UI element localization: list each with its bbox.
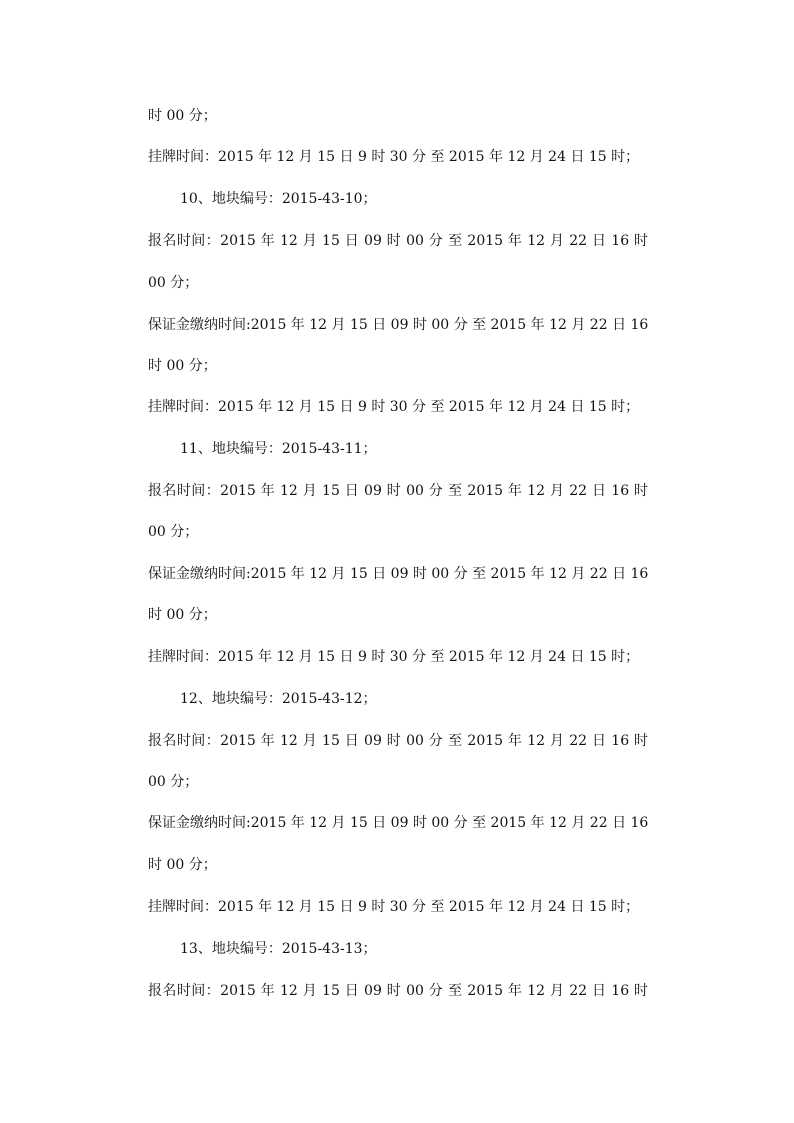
text-line-12: 保证金缴纳时间:2015 年 12 月 15 日 09 时 00 分 至 2015 年 12 月 22 日 16 — [148, 566, 649, 582]
text-line-20: 挂牌时间：2015 年 12 月 15 日 9 时 30 分 至 2015 年 12 月 24 日 15 时； — [148, 899, 640, 915]
text-line-16: 报名时间：2015 年 12 月 15 日 09 时 00 分 至 2015 年 12 月 22 日 16 时 — [148, 733, 648, 749]
text-line-10: 报名时间：2015 年 12 月 15 日 09 时 00 分 至 2015 年 12 月 22 日 16 时 — [148, 483, 648, 499]
text-line-18: 保证金缴纳时间:2015 年 12 月 15 日 09 时 00 分 至 2015 年 12 月 22 日 16 — [148, 815, 649, 831]
text-line-11: 00 分； — [148, 524, 199, 540]
text-line-22: 报名时间：2015 年 12 月 15 日 09 时 00 分 至 2015 年 12 月 22 日 16 时 — [148, 983, 648, 999]
text-line-1: 时 00 分； — [148, 108, 217, 124]
text-line-17: 00 分； — [148, 774, 199, 790]
parcel-heading-11: 11、地块编号：2015-43-11； — [180, 441, 377, 457]
text-line-14: 挂牌时间：2015 年 12 月 15 日 9 时 30 分 至 2015 年 12 月 24 日 15 时； — [148, 649, 640, 665]
text-line-19: 时 00 分； — [148, 857, 217, 873]
text-line-5: 00 分； — [148, 275, 199, 291]
parcel-heading-12: 12、地块编号：2015-43-12； — [180, 691, 377, 707]
parcel-heading-10: 10、地块编号：2015-43-10； — [180, 191, 377, 207]
text-line-8: 挂牌时间：2015 年 12 月 15 日 9 时 30 分 至 2015 年 12 月 24 日 15 时； — [148, 399, 640, 415]
text-line-4: 报名时间：2015 年 12 月 15 日 09 时 00 分 至 2015 年 12 月 22 日 16 时 — [148, 233, 648, 249]
text-line-7: 时 00 分； — [148, 358, 217, 374]
text-line-2: 挂牌时间：2015 年 12 月 15 日 9 时 30 分 至 2015 年 12 月 24 日 15 时； — [148, 149, 640, 165]
parcel-heading-13: 13、地块编号：2015-43-13； — [180, 941, 377, 957]
text-line-6: 保证金缴纳时间:2015 年 12 月 15 日 09 时 00 分 至 2015 年 12 月 22 日 16 — [148, 317, 649, 333]
text-line-13: 时 00 分； — [148, 607, 217, 623]
